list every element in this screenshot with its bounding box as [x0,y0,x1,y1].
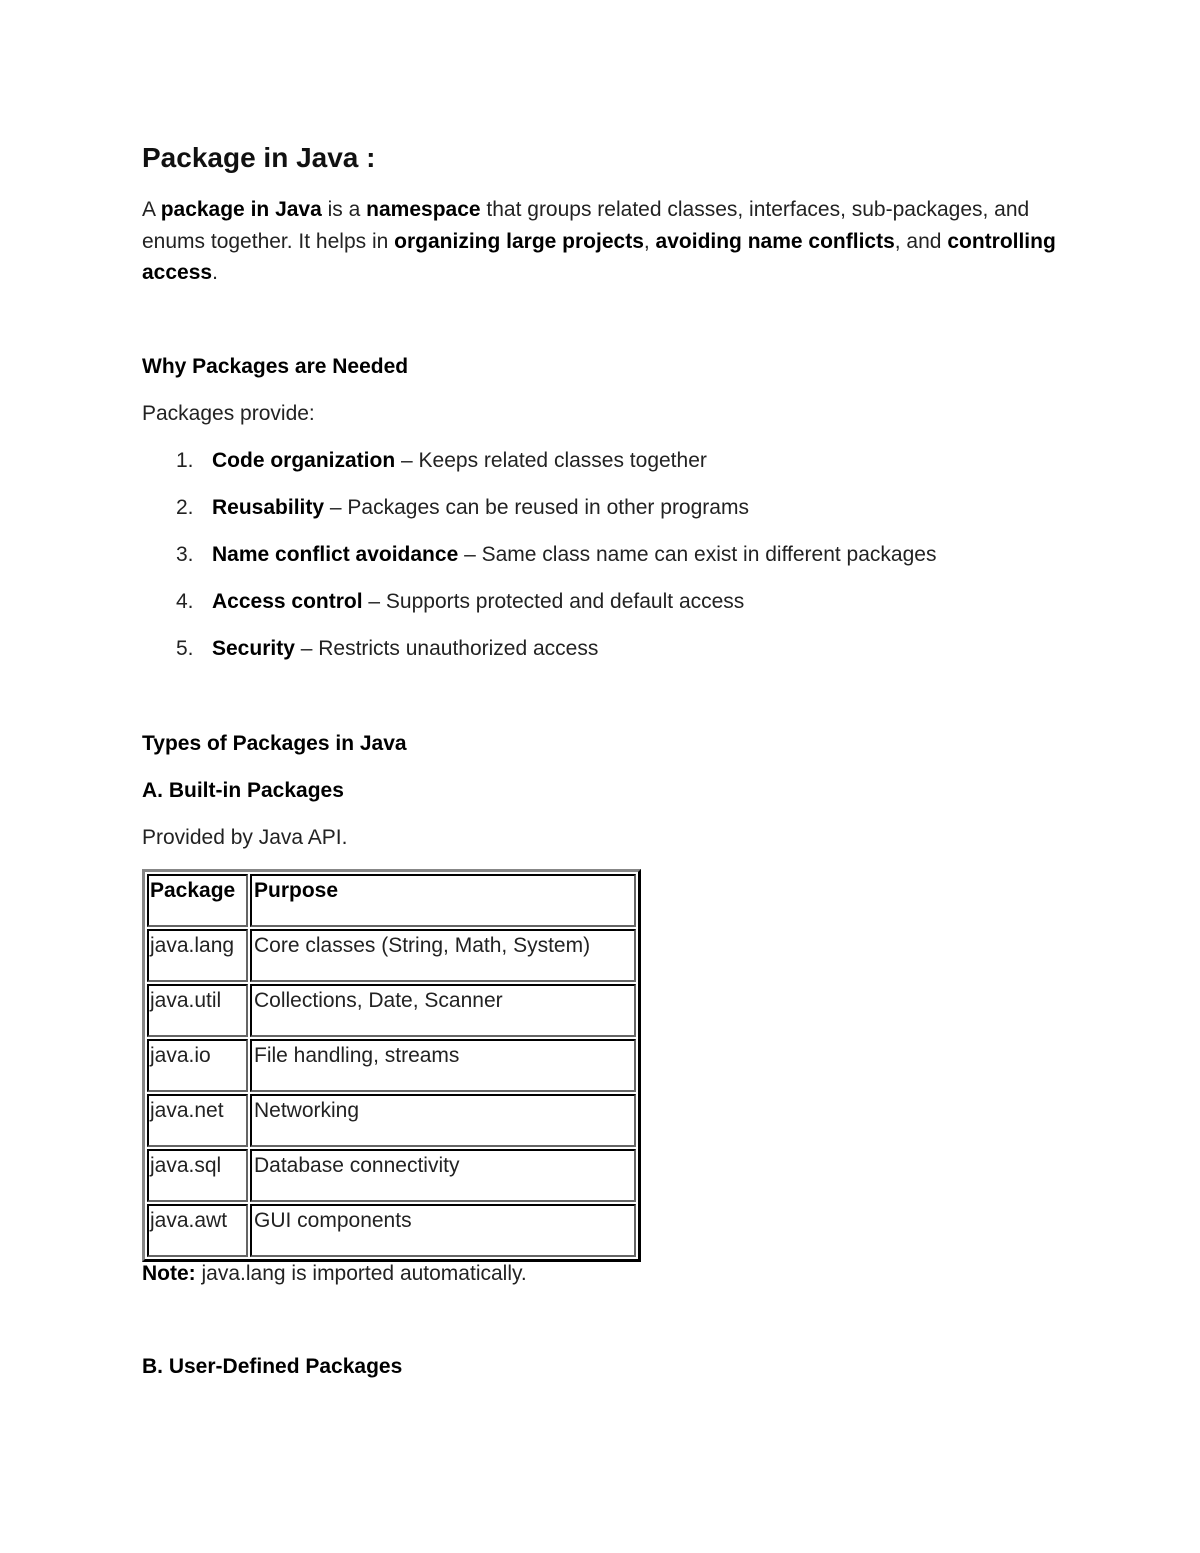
table-cell-purpose: File handling, streams [250,1039,636,1092]
intro-paragraph [142,194,1057,289]
table-header-purpose: Purpose [250,874,636,927]
table-cell-purpose: Database connectivity [250,1149,636,1202]
list-number: 2. [176,496,194,519]
intro-bold-namespace: namespace [366,198,481,221]
list-desc: – Same class name can exist in different packages [458,543,937,566]
benefits-list [142,445,1057,680]
intro-text-3: that groups related classes, interfaces, sub-packages, and enums together. It helps in [142,198,1030,253]
table-cell-package: java.net [147,1094,248,1147]
table-cell-package: java.sql [147,1149,248,1202]
list-term: Reusability [212,496,325,519]
page-title: Package in Java : [142,142,376,173]
table-cell-purpose: GUI components [250,1204,636,1257]
list-item [142,492,1057,539]
table-row [147,1094,636,1147]
list-term: Code organization [212,449,396,472]
intro-text-4: , [643,229,656,253]
intro-bold-avoiding: avoiding name conflicts [655,229,895,253]
note-label: Note: [142,1262,196,1285]
table-cell-purpose: Core classes (String, Math, System) [250,929,636,982]
table-cell-purpose: Networking [250,1094,636,1147]
table-row [147,1039,636,1092]
user-defined-heading: B. User-Defined Packages [142,1355,403,1378]
table-cell-package: java.io [147,1039,248,1092]
intro-bold-organizing: organizing large projects [394,229,644,253]
intro-text-1: A [142,198,161,221]
intro-bold-package: package in Java [160,198,322,221]
list-number: 3. [176,543,194,566]
table-row [147,1149,636,1202]
list-desc: – Supports protected and default access [362,590,745,613]
table-cell-purpose: Collections, Date, Scanner [250,984,636,1037]
list-term: Security [212,637,295,660]
note-paragraph [142,1258,527,1290]
note-text: java.lang is imported automatically. [195,1262,527,1285]
table-row [147,1204,636,1257]
table-cell-package: java.util [147,984,248,1037]
list-item [142,539,1057,586]
list-number: 5. [176,637,194,660]
table-cell-package: java.lang [147,929,248,982]
builtin-heading: A. Built-in Packages [142,779,344,802]
packages-provide-text: Packages provide: [142,402,315,425]
intro-text-2: is a [321,198,367,221]
table-row [147,929,636,982]
why-packages-heading: Why Packages are Needed [142,355,409,378]
types-heading: Types of Packages in Java [142,732,407,755]
table-cell-package: java.awt [147,1204,248,1257]
list-item [142,586,1057,633]
intro-text-5: , and [894,229,948,253]
list-item [142,633,1057,680]
intro-bold-controlling: controlling access [142,229,1056,284]
builtin-description: Provided by Java API. [142,826,348,849]
list-item [142,445,1057,492]
builtin-packages-table [142,869,641,1262]
table-row [147,984,636,1037]
intro-text-6: . [212,261,218,284]
list-desc: – Keeps related classes together [395,449,707,472]
table-header-row [147,874,636,927]
list-term: Name conflict avoidance [212,543,459,566]
list-number: 1. [176,449,194,472]
list-number: 4. [176,590,194,613]
table-header-package: Package [147,874,248,927]
list-term: Access control [212,590,363,613]
list-desc: – Packages can be reused in other programs [324,496,749,519]
list-desc: – Restricts unauthorized access [294,637,599,660]
